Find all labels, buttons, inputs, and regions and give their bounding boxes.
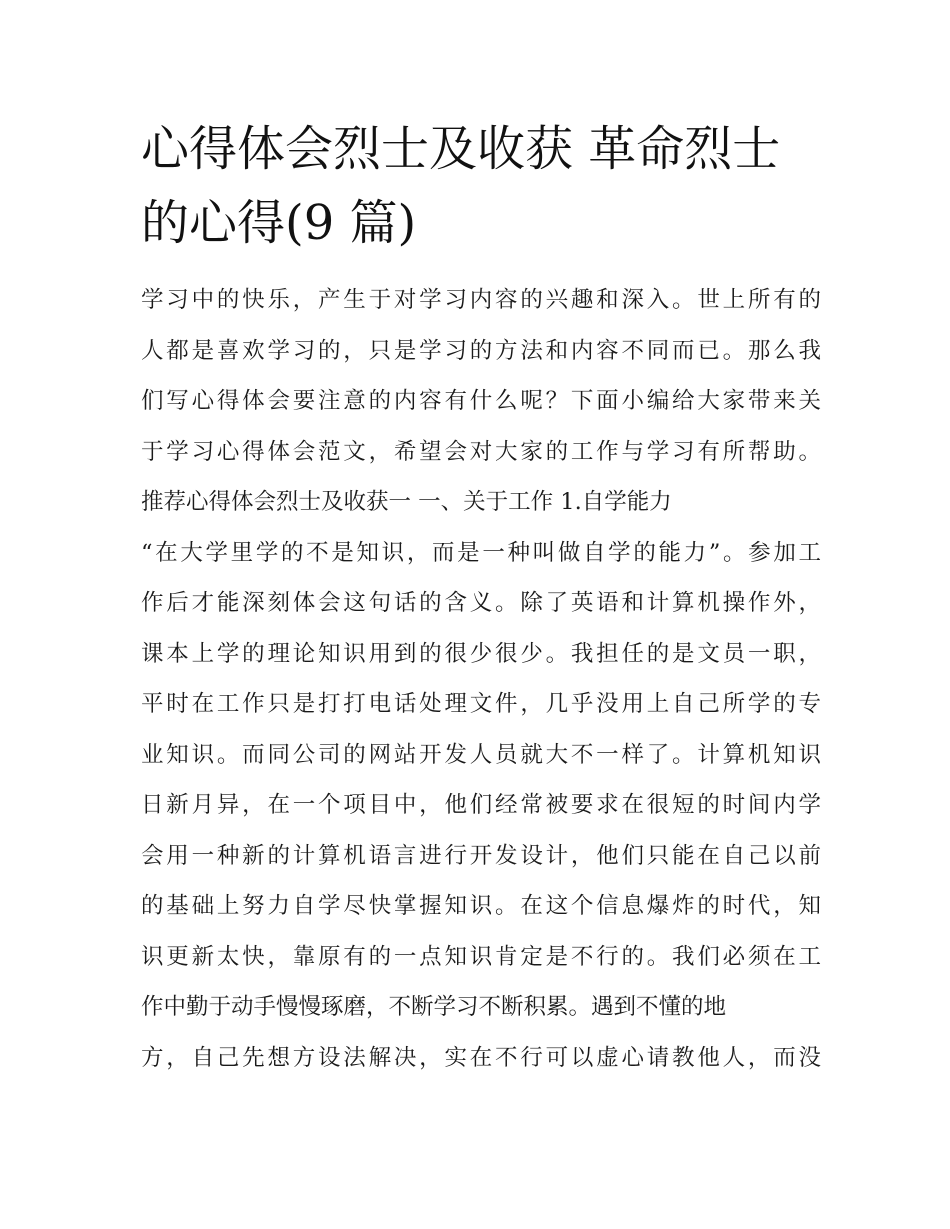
body-line: 方，自己先想方设法解决，实在不行可以虚心请教他人，而没 [141, 1044, 821, 1071]
body-line: 课本上学的理论知识用到的很少很少。我担任的是文员一职， [141, 640, 821, 667]
body-line: 作中勤于动手慢慢琢磨，不断学习不断积累。遇到不懂的地 [141, 994, 727, 1020]
body-line: 平时在工作只是打打电话处理文件，几乎没用上自己所学的专 [141, 691, 821, 717]
body-line: 日新月异，在一个项目中，他们经常被要求在很短的时间内学 [141, 792, 821, 818]
body-line: 会用一种新的计算机语言进行开发设计，他们只能在自己以前 [141, 842, 821, 869]
title-line: 的心得(9 篇) [141, 195, 417, 251]
body-line: “在大学里学的不是知识，而是一种叫做自学的能力”。参加工 [141, 539, 821, 566]
body-line: 识更新太快，靠原有的一点知识肯定是不行的。我们必须在工 [141, 943, 821, 970]
body-line: 业知识。而同公司的网站开发人员就大不一样了。计算机知识 [141, 741, 821, 768]
body-line: 推荐心得体会烈士及收获一 一、关于工作 1.自学能力 [141, 489, 672, 515]
title-line: 心得体会烈士及收获 革命烈士 [141, 121, 781, 177]
body-paragraph [141, 275, 821, 1083]
body-line: 于学习心得体会范文，希望会对大家的工作与学习有所帮助。 [141, 438, 821, 465]
body-line: 人都是喜欢学习的，只是学习的方法和内容不同而已。那么我 [141, 337, 821, 364]
body-line: 的基础上努力自学尽快掌握知识。在这个信息爆炸的时代，知 [141, 893, 821, 919]
body-line: 学习中的快乐，产生于对学习内容的兴趣和深入。世上所有的 [141, 287, 821, 313]
body-line: 作后才能深刻体会这句话的含义。除了英语和计算机操作外， [141, 590, 821, 616]
body-line: 们写心得体会要注意的内容有什么呢？下面小编给大家带来关 [141, 388, 821, 414]
page-title [141, 112, 821, 260]
